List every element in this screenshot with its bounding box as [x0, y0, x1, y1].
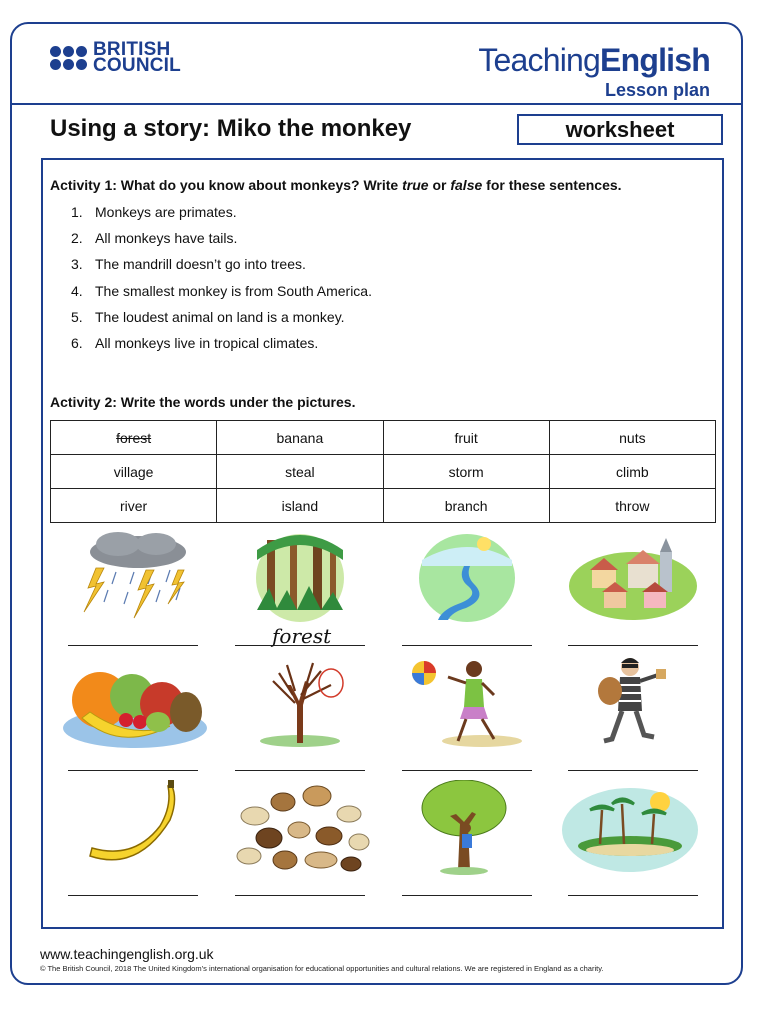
- worksheet-label: worksheet: [517, 114, 723, 145]
- logo-line-1: BRITISH: [93, 39, 171, 60]
- question-item: 6. All monkeys live in tropical climates.: [71, 335, 319, 351]
- example-answer: forest: [272, 624, 332, 648]
- throw-icon: [402, 655, 532, 750]
- word-table: [50, 420, 716, 523]
- question-item: 1. Monkeys are primates.: [71, 204, 237, 220]
- word-cell: throw: [549, 489, 715, 523]
- storm-icon: [68, 530, 198, 625]
- logo-line-2: COUNCIL: [93, 55, 181, 76]
- answer-line[interactable]: [568, 895, 698, 896]
- nuts-icon: [225, 780, 375, 875]
- teaching-english-logo: [478, 44, 710, 101]
- answer-line[interactable]: [402, 645, 532, 646]
- word-cell: village: [51, 455, 217, 489]
- word-cell: island: [217, 489, 383, 523]
- climb-icon: [402, 780, 532, 875]
- village-icon: [568, 530, 698, 625]
- word-cell: nuts: [549, 421, 715, 455]
- branch-icon: [235, 655, 365, 750]
- answer-line[interactable]: [568, 770, 698, 771]
- island-icon: [560, 780, 700, 875]
- word-cell: branch: [383, 489, 549, 523]
- page-title: Using a story: Miko the monkey: [50, 115, 412, 142]
- answer-line[interactable]: [235, 770, 365, 771]
- footer-url[interactable]: www.teachingenglish.org.uk: [40, 946, 214, 962]
- brand-light: Teaching: [478, 42, 601, 78]
- answer-line[interactable]: [68, 895, 198, 896]
- word-cell: storm: [383, 455, 549, 489]
- activity1-heading: Activity 1: What do you know about monkeys? Write true or false for these sentences.: [50, 177, 622, 193]
- activity2-heading: Activity 2: Write the words under the pictures.: [50, 394, 356, 410]
- question-item: 4. The smallest monkey is from South America.: [71, 283, 372, 299]
- fruit-icon: [60, 660, 210, 755]
- river-icon: [402, 530, 532, 625]
- answer-line[interactable]: [568, 645, 698, 646]
- word-cell: climb: [549, 455, 715, 489]
- steal-icon: [568, 655, 698, 750]
- answer-line[interactable]: [235, 895, 365, 896]
- word-cell: river: [51, 489, 217, 523]
- header-divider: [12, 103, 741, 105]
- british-council-logo: [50, 39, 181, 76]
- question-item: 2. All monkeys have tails.: [71, 230, 238, 246]
- question-item: 3. The mandrill doesn’t go into trees.: [71, 256, 306, 272]
- answer-line[interactable]: [68, 645, 198, 646]
- word-cell: forest: [51, 421, 217, 455]
- answer-line[interactable]: [68, 770, 198, 771]
- question-item: 5. The loudest animal on land is a monkey.: [71, 309, 345, 325]
- word-cell: fruit: [383, 421, 549, 455]
- banana-icon: [68, 780, 198, 875]
- logo-dots-icon: [50, 46, 87, 70]
- answer-line[interactable]: [402, 770, 532, 771]
- answer-line[interactable]: [402, 895, 532, 896]
- forest-icon: [235, 530, 365, 625]
- brand-bold: English: [600, 42, 710, 78]
- brand-subtitle: Lesson plan: [604, 80, 710, 100]
- word-cell: steal: [217, 455, 383, 489]
- footer-copyright: © The British Council, 2018 The United Kingdom’s international organisation for educational opportunities and cultural relations. We are registered in England as a charity.: [40, 964, 604, 973]
- word-cell: banana: [217, 421, 383, 455]
